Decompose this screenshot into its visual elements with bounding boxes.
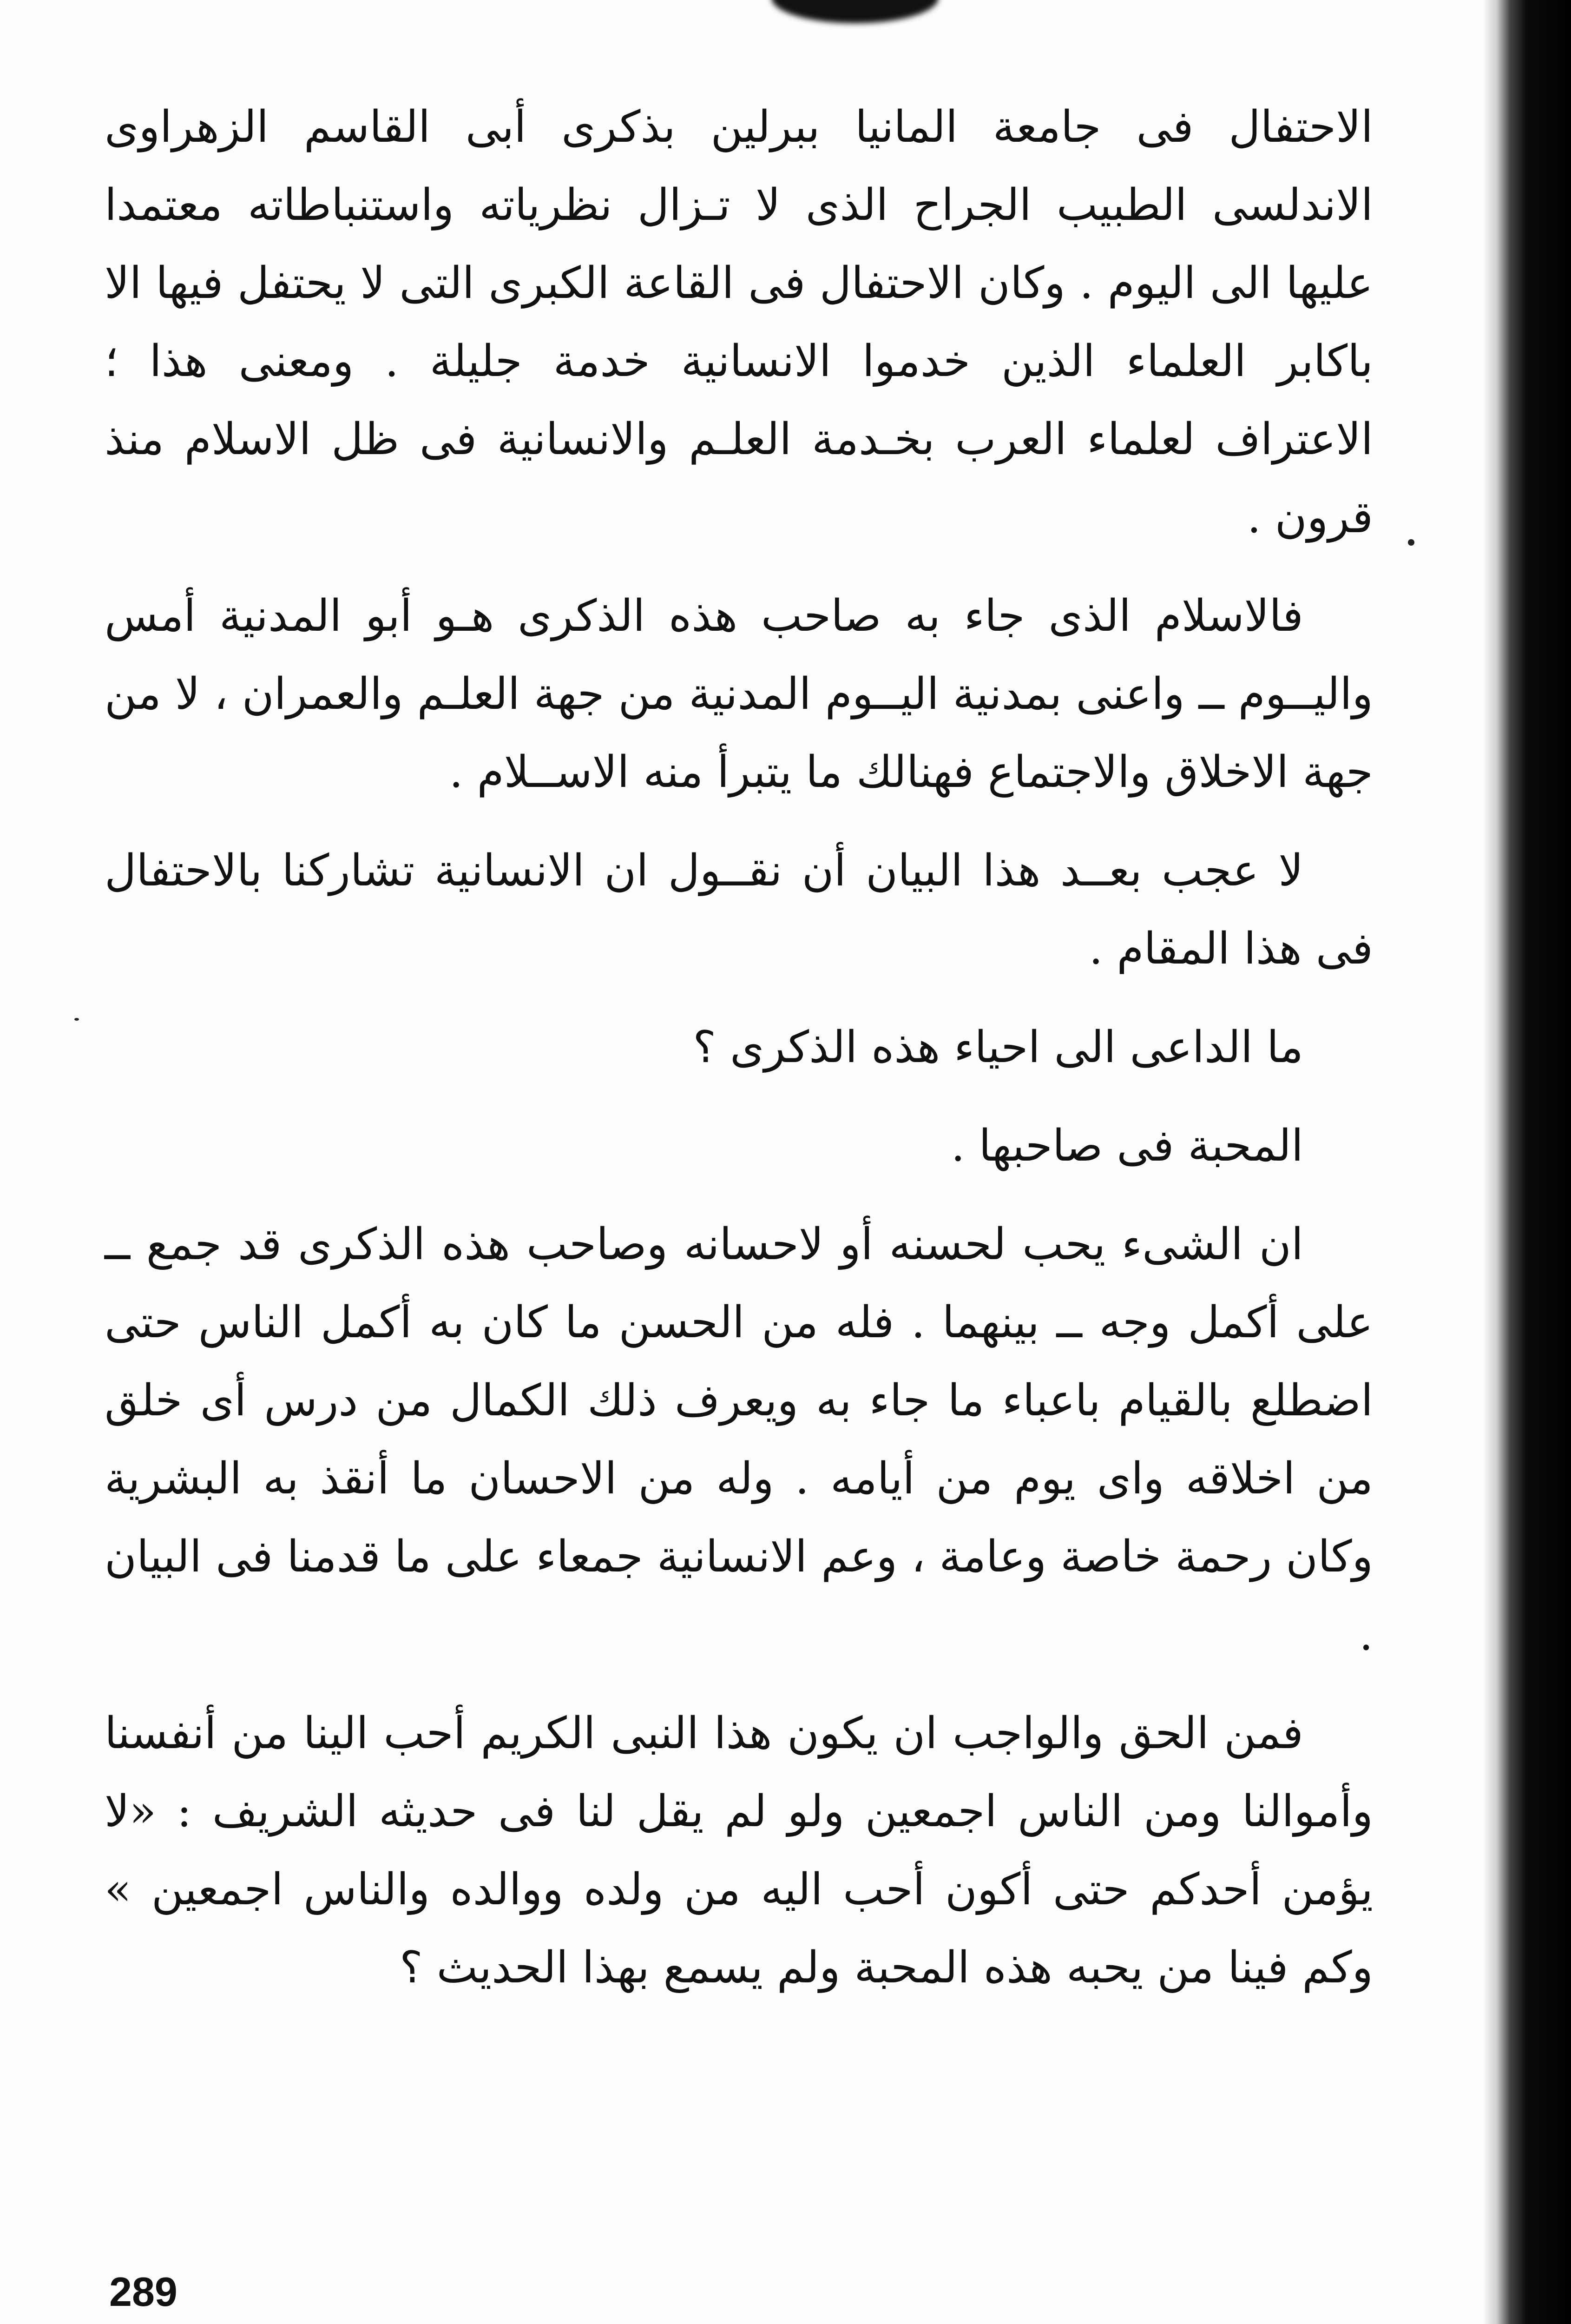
paragraph-1: الاحتفال فى جامعة المانيا ببرلين بذكرى أبى القاسم الزهراوى الاندلسى الطبيب الجراح الذى لا تـزال نظرياته واستنباطاته معتمدا عليها الى اليوم . وكان الاحتفال فى القاعة الكبرى التى لا يحتفل فيها الا باكابر العلماء الذين خدموا الانسانية خدمة جليلة . ومعنى هذا ؛ الاعتراف لعلماء العرب بخـدمة العلـم والانسانية فى ظل الاسلام منذ قرون . bbox=[105, 102, 1373, 543]
paragraph-3: لا عجب بعــد هذا البيان أن نقــول ان الانسانية تشاركنا بالاحتفال فى هذا المقام . bbox=[105, 845, 1373, 974]
binding-shadow bbox=[771, 0, 939, 23]
question-line: ما الداعى الى احياء هذه الذكرى ؟ bbox=[693, 1022, 1303, 1073]
body-text bbox=[105, 88, 1373, 2027]
answer-line: المحبة فى صاحبها . bbox=[951, 1121, 1303, 1171]
scan-speck bbox=[1408, 539, 1414, 546]
paragraph-6: ان الشىء يحب لحسنه أو لاحسانه وصاحب هذه الذكرى قد جمع ــ على أكمل وجه ــ بينهما . فله من الحسن ما كان به أكمل الناس حتى اضطلع بالقيام باعباء ما جاء به ويعرف ذلك الكمال من درس أى خلق من اخلاقه واى يوم من أيامه . وله من الاحسان ما أنقذ به البشرية وكان رحمة خاصة وعامة ، وعم الانسانية جمعاء على ما قدمنا فى البيان . bbox=[105, 1219, 1373, 1660]
page-number: 289 bbox=[109, 2269, 177, 2315]
scan-speck bbox=[74, 1018, 79, 1021]
paragraph-7: فمن الحق والواجب ان يكون هذا النبى الكريم أحب الينا من أنفسنا وأموالنا ومن الناس اجمعين ولو لم يقل لنا فى حديثه الشريف : «لا يؤمن أحدكم حتى أكون أحب اليه من ولده ووالده والناس اجمعين » وكم فينا من يحبه هذه المحبة ولم يسمع بهذا الحديث ؟ bbox=[105, 1708, 1373, 1993]
book-spine bbox=[1497, 0, 1571, 2324]
paragraph-2: فالاسلام الذى جاء به صاحب هذه الذكرى هـو أبو المدنية أمس واليــوم ــ واعنى بمدنية اليــوم المدنية من جهة العلـم والعمران ، لا من جهة الاخلاق والاجتماع فهنالك ما يتبرأ منه الاســلام . bbox=[105, 591, 1373, 798]
